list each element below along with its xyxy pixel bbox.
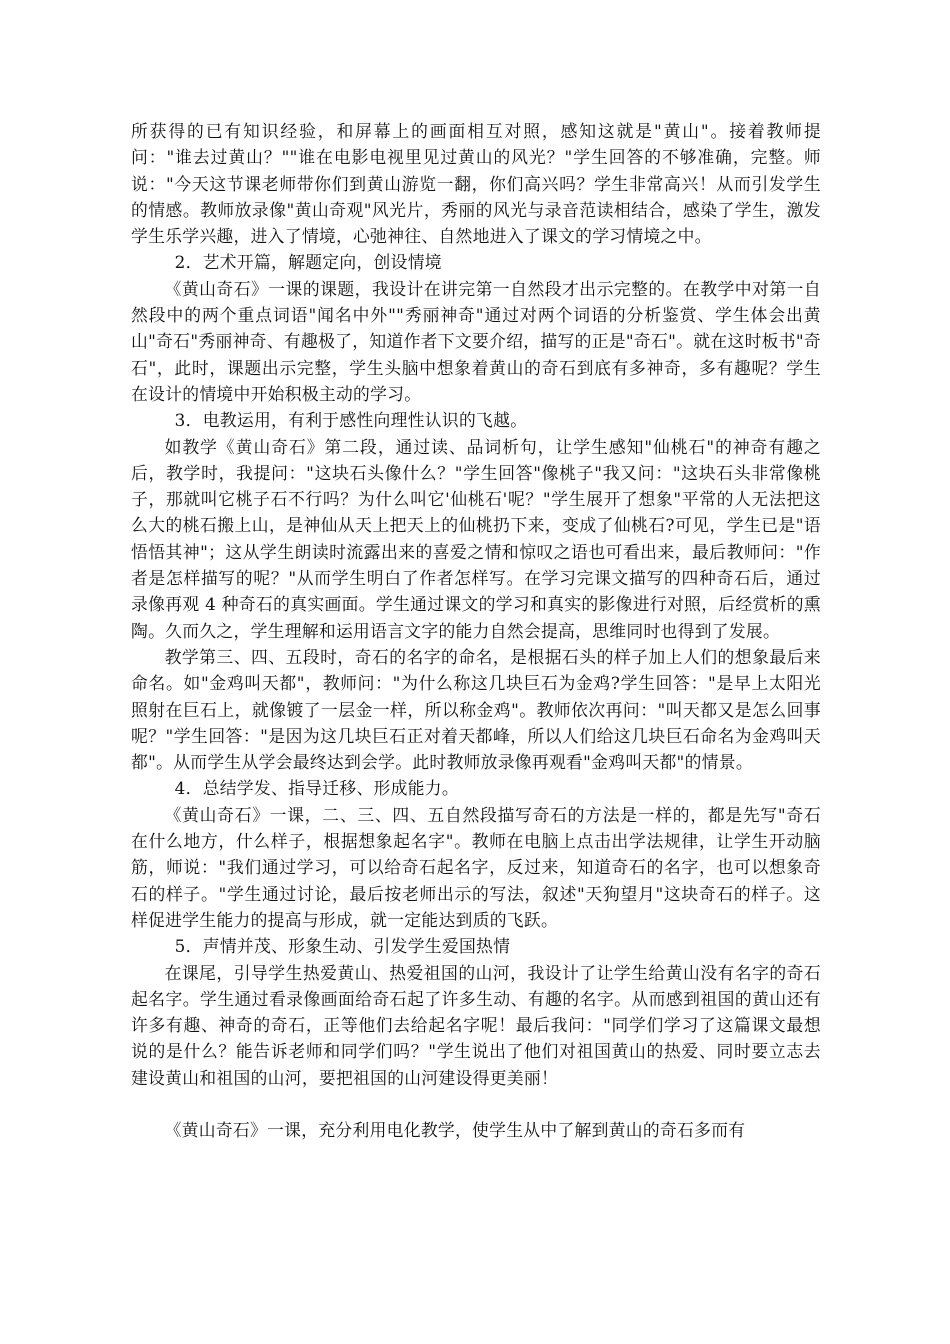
section-heading-3: 3．电教运用，有利于感性向理性认识的飞越。 — [174, 410, 528, 431]
paragraph-section-4: 《黄山奇石》一课，二、三、四、五自然段描写奇石的方法是一样的，都是先写"奇石在什么地方，什么样子，根据想象起名字"。教师在电脑上点击出学法规律，让学生开动脑筋，师说："我们通过学习，可以给奇石起名字，反过来，知道奇石的名字，也可以想象奇石的样子。"学生通过讨论，最后按老师出示的写法，叙述"天狗望月"这块奇石的样子。这样促进学生能力的提高与形成，就一定能达到质的飞跃。 — [131, 804, 821, 930]
document-body — [131, 118, 821, 1143]
paragraph-section-2: 《黄山奇石》一课的课题，我设计在讲完第一自然段才出示完整的。在教学中对第一自然段中的两个重点词语"闻名中外""秀丽神奇"通过对两个词语的分析鉴赏、学生体会出黄山"奇石"秀丽神奇、有趣极了，知道作者下文要介绍，描写的正是"奇石"。就在这时板书"奇石"，此时，课题出示完整，学生头脑中想象着黄山的奇石到底有多神奇，多有趣呢？学生在设计的情境中开始积极主动的学习。 — [131, 278, 821, 404]
paragraph-section-3a: 如教学《黄山奇石》第二段，通过读、品词析句，让学生感知"仙桃石"的神奇有趣之后，教学时，我提问："这块石头像什么？"学生回答"像桃子"我又问："这块石头非常像桃子，那就叫它桃子石不行吗？为什么叫它'仙桃石'呢？"学生展开了想象"平常的人无法把这么大的桃石搬上山，是神仙从天上把天上的仙桃扔下来，变成了仙桃石?可见，学生已是"语悟悟其神"；这从学生朗读时流露出来的喜爱之情和惊叹之语也可看出来，最后教师问："作者是怎样描写的呢？"从而学生明白了作者怎样写。在学习完课文描写的四种奇石后，通过录像再观 4 种奇石的真实画面。学生通过课文的学习和真实的影像进行对照，后经赏析的熏陶。久而久之，学生理解和运用语言文字的能力自然会提高，思维同时也得到了发展。 — [131, 436, 821, 641]
paragraph-intro-continued: 所获得的已有知识经验，和屏幕上的画面相互对照，感知这就是"黄山"。接着教师提问："谁去过黄山？""谁在电影电视里见过黄山的风光？"学生回答的不够准确，完整。师说："今天这节课老师带你们到黄山游览一翻，你们高兴吗？学生非常高兴！从而引发学生的情感。教师放录像"黄山奇观"风光片，秀丽的风光与录音范读相结合，感染了学生，激发学生乐学兴趣，进入了情境，心弛神往、自然地进入了课文的学习情境之中。 — [131, 121, 821, 247]
paragraph-section-3b: 教学第三、四、五段时，奇石的名字的命名，是根据石头的样子加上人们的想象最后来命名。如"金鸡叫天都"，教师问："为什么称这几块巨石为金鸡?学生回答："是早上太阳光照射在巨石上，就像镀了一层金一样，所以称金鸡"。教师依次再问："叫天都又是怎么回事呢？"学生回答："是因为这几块巨石正对着天都峰，所以人们给这几块巨石命名为金鸡叫天都"。从而学生从学会最终达到会学。此时教师放录像再观看"金鸡叫天都"的情景。 — [131, 646, 821, 773]
section-heading-4: 4．总结学发、指导迁移、形成能力。 — [174, 778, 459, 799]
section-heading-5: 5．声情并茂、形象生动、引发学生爱国热情 — [174, 936, 511, 957]
section-heading-2: 2．艺术开篇，解题定向，创设情境 — [174, 252, 442, 273]
paragraph-conclusion: 《黄山奇石》一课，充分利用电化教学，使学生从中了解到黄山的奇石多而有 — [164, 1119, 746, 1140]
paragraph-section-5: 在课尾，引导学生热爱黄山、热爱祖国的山河，我设计了让学生给黄山没有名字的奇石起名字。学生通过看录像画面给奇石起了许多生动、有趣的名字。从而感到祖国的黄山还有许多有趣、神奇的奇石，正等他们去给起名字呢！最后我问："同学们学习了这篇课文最想说的是什么？能告诉老师和同学们吗？"学生说出了他们对祖国黄山的热爱、同时要立志去建设黄山和祖国的山河，要把祖国的山河建设得更美丽！ — [131, 962, 821, 1088]
paragraph-gap — [131, 1091, 821, 1117]
